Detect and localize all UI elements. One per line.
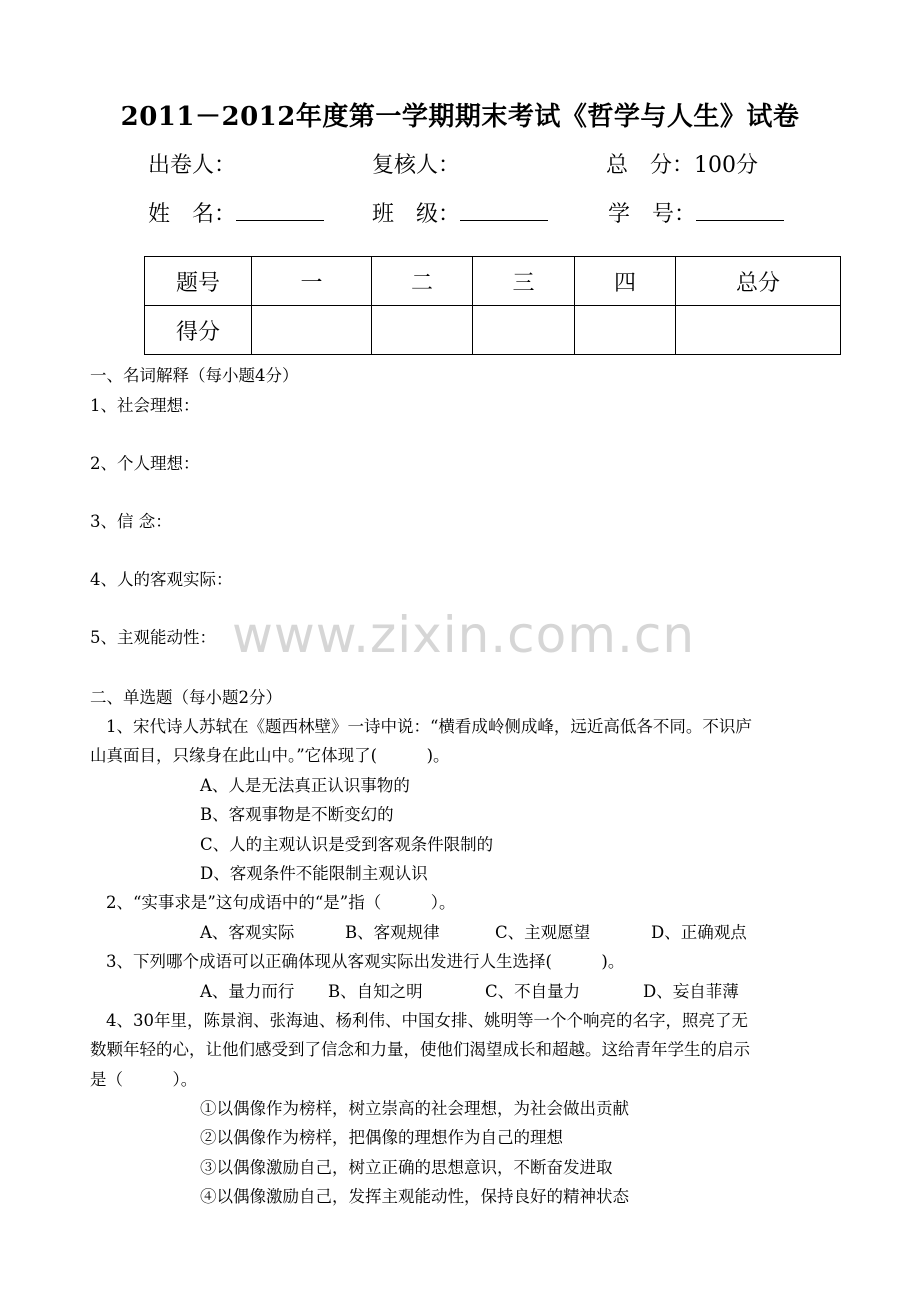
table-header-cell: 一	[252, 257, 372, 306]
q2-option: B、客观规律	[345, 923, 440, 942]
table-header-cell: 总分	[676, 257, 841, 306]
score-cell[interactable]	[676, 306, 841, 355]
name-blank[interactable]	[236, 198, 324, 221]
term-item: 5、主观能动性：	[90, 628, 216, 647]
class-label: 班 级：	[372, 202, 461, 227]
section2-heading: 二、单选题（每小题2分）	[90, 688, 282, 707]
term-item: 3、信 念：	[90, 512, 172, 531]
setter-label: 出卷人：	[148, 153, 237, 178]
score-cell[interactable]	[252, 306, 372, 355]
score-table-header-row	[145, 257, 841, 306]
q1-stem-line2: 山真面目，只缘身在此山中。”它体现了( )。	[90, 746, 450, 765]
q4-option: ②以偶像作为榜样，把偶像的理想作为自己的理想	[200, 1128, 563, 1147]
q3-stem: 3、下列哪个成语可以正确体现从客观实际出发进行人生选择( )。	[106, 952, 625, 971]
name-label: 姓 名：	[148, 202, 237, 227]
q3-option: C、不自量力	[485, 982, 581, 1001]
q3-option: D、妄自菲薄	[643, 982, 739, 1001]
q4-stem-line1: 4、30年里，陈景润、张海迪、杨利伟、中国女排、姚明等一个个响亮的名字，照亮了无	[106, 1011, 748, 1030]
table-header-cell: 四	[575, 257, 676, 306]
exam-title: 2011－2012年度第一学期期末考试《哲学与人生》试卷	[120, 102, 800, 132]
score-row-label: 得分	[145, 306, 252, 355]
total-label: 总 分：	[606, 153, 695, 178]
q4-option: ①以偶像作为榜样，树立崇高的社会理想，为社会做出贡献	[200, 1099, 629, 1118]
q2-option: C、主观愿望	[495, 923, 591, 942]
score-cell[interactable]	[372, 306, 473, 355]
term-item: 1、社会理想：	[90, 396, 200, 415]
q2-stem: 2、“实事求是”这句成语中的“是”指（ ）。	[106, 893, 456, 912]
student-id-label: 学 号：	[608, 202, 697, 227]
q4-stem-line2: 数颗年轻的心，让他们感受到了信念和力量，使他们渴望成长和超越。这给青年学生的启示	[90, 1040, 750, 1059]
score-table	[144, 256, 841, 355]
score-table-row	[145, 306, 841, 355]
term-item: 2、个人理想：	[90, 454, 200, 473]
table-header-cell: 三	[473, 257, 575, 306]
class-field	[372, 197, 548, 228]
class-blank[interactable]	[460, 198, 548, 221]
q2-option: D、正确观点	[651, 923, 747, 942]
q4-option: ④以偶像激励自己，发挥主观能动性，保持良好的精神状态	[200, 1187, 629, 1206]
total-value: 100分	[694, 153, 759, 178]
q1-option: A、人是无法真正认识事物的	[200, 776, 410, 795]
q1-stem-line1: 1、宋代诗人苏轼在《题西林壁》一诗中说：“横看成岭侧成峰，远近高低各不同。不识庐	[106, 717, 752, 736]
section1-heading: 一、名词解释（每小题4分）	[90, 366, 299, 385]
q4-stem-line3: 是（ ）。	[90, 1070, 198, 1089]
q1-option: B、客观事物是不断变幻的	[200, 805, 394, 824]
q3-option: A、量力而行	[200, 982, 295, 1001]
table-header-cell: 二	[372, 257, 473, 306]
q1-option: C、人的主观认识是受到客观条件限制的	[200, 835, 494, 854]
table-header-cell: 题号	[145, 257, 252, 306]
name-field	[148, 197, 324, 228]
q1-option: D、客观条件不能限制主观认识	[200, 864, 428, 883]
watermark: www.zixin.com.cn	[232, 606, 696, 664]
student-id-field	[608, 197, 784, 228]
q2-option: A、客观实际	[200, 923, 295, 942]
term-item: 4、人的客观实际：	[90, 570, 233, 589]
q3-option: B、自知之明	[328, 982, 423, 1001]
total-score-info	[606, 148, 758, 179]
score-cell[interactable]	[575, 306, 676, 355]
student-id-blank[interactable]	[696, 198, 784, 221]
score-cell[interactable]	[473, 306, 575, 355]
reviewer-label: 复核人：	[372, 153, 461, 178]
q4-option: ③以偶像激励自己，树立正确的思想意识，不断奋发进取	[200, 1158, 613, 1177]
